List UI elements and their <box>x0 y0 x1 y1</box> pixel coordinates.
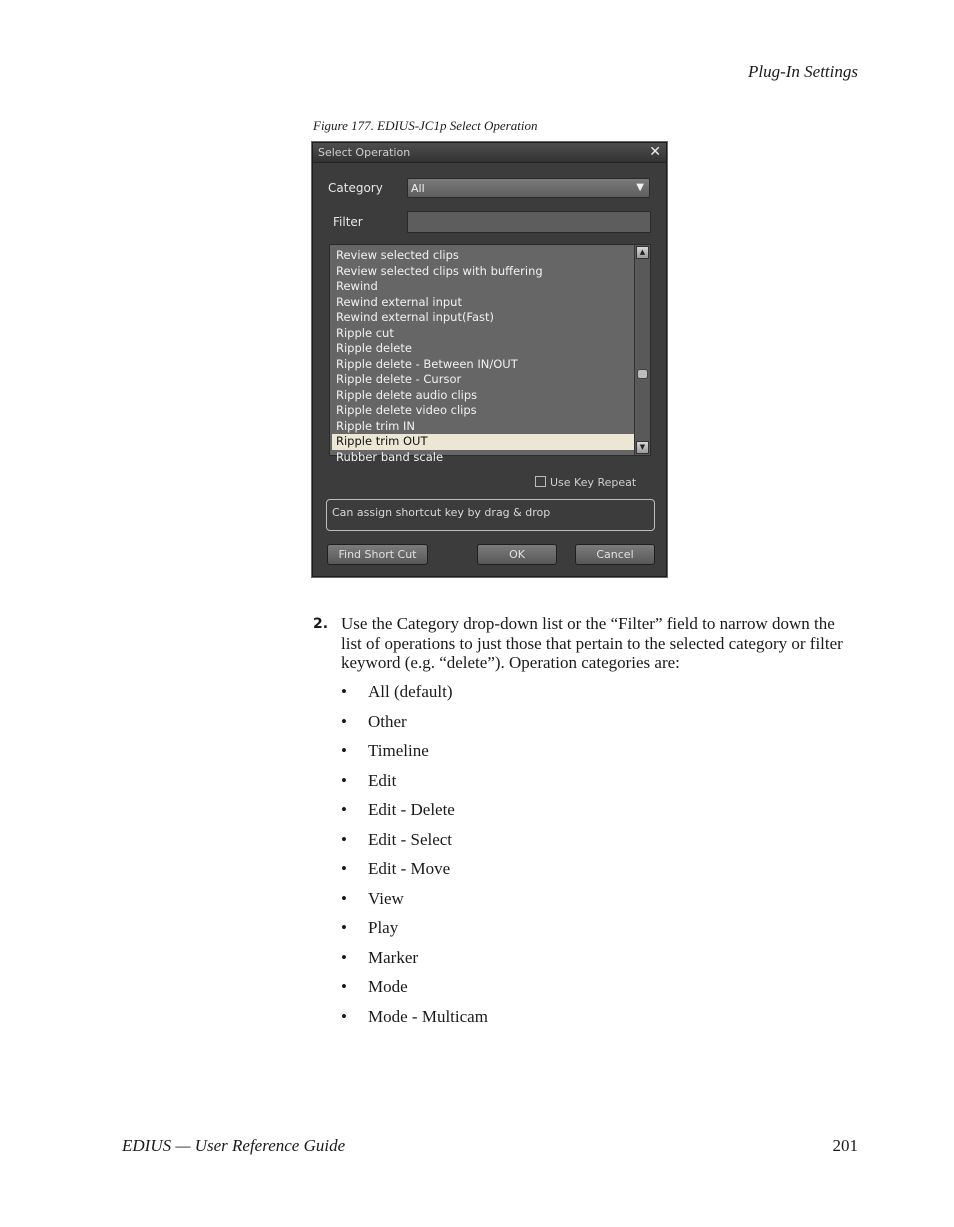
find-short-cut-button[interactable]: Find Short Cut <box>327 544 428 565</box>
bullet-icon: • <box>341 741 347 760</box>
category-name: Timeline <box>368 741 429 760</box>
page-number: 201 <box>832 1136 858 1155</box>
operation-item[interactable]: Review selected clips with buffering <box>336 263 543 278</box>
category-list-item <box>341 1006 488 1036</box>
category-name: All (default) <box>368 682 453 701</box>
use-key-repeat-label: Use Key Repeat <box>550 476 637 489</box>
bullet-icon: • <box>341 918 347 937</box>
operation-item[interactable]: Rubber band scale <box>336 449 444 464</box>
category-name: Edit - Move <box>368 859 451 878</box>
step-2 <box>313 614 858 673</box>
category-name: Edit - Select <box>368 829 453 849</box>
category-name: Other <box>368 711 407 731</box>
bullet-icon: • <box>341 682 347 701</box>
operation-item[interactable]: Ripple delete - Cursor <box>336 372 462 386</box>
dialog-title: Select Operation <box>318 146 411 159</box>
category-label: Category <box>328 181 383 195</box>
category-list-item <box>341 858 488 888</box>
category-list-item <box>341 917 488 947</box>
operation-item[interactable]: Rewind external input(Fast) <box>336 310 495 324</box>
operation-item[interactable]: Rewind external input <box>336 294 462 309</box>
bullet-icon: • <box>341 770 347 790</box>
operation-item[interactable]: Ripple delete - Between IN/OUT <box>336 356 518 371</box>
chevron-down-icon: ▼ <box>636 182 644 193</box>
category-list-item <box>341 740 488 770</box>
operation-item[interactable]: Ripple trim OUT <box>332 434 634 450</box>
bullet-icon: • <box>341 888 347 908</box>
operation-item[interactable]: Ripple delete video clips <box>336 403 477 417</box>
category-list-item <box>341 976 488 1006</box>
category-name: Mode <box>368 977 408 996</box>
operation-item[interactable]: Ripple trim IN <box>336 418 415 433</box>
bullet-icon: • <box>341 859 347 878</box>
category-name: Edit - Delete <box>368 800 455 819</box>
operation-list[interactable] <box>329 244 651 464</box>
category-name: Marker <box>368 947 419 967</box>
bullet-icon: • <box>341 977 347 996</box>
category-name: View <box>368 888 404 908</box>
category-select[interactable] <box>407 178 650 198</box>
category-list-item <box>341 711 488 741</box>
bullet-icon: • <box>341 711 347 731</box>
category-list <box>341 681 488 1035</box>
use-key-repeat-option[interactable] <box>535 476 636 489</box>
operation-item[interactable]: Ripple cut <box>336 325 394 340</box>
cancel-button[interactable]: Cancel <box>575 544 655 565</box>
filter-label: Filter <box>333 215 363 229</box>
operation-item[interactable]: Ripple delete <box>336 341 412 355</box>
select-operation-dialog <box>312 142 667 577</box>
figure-caption: Figure 177. EDIUS-JC1p Select Operation <box>313 118 538 133</box>
category-list-item <box>341 770 488 800</box>
hint-box: Can assign shortcut key by drag & drop <box>326 499 655 531</box>
operation-item[interactable]: Ripple delete audio clips <box>336 387 478 402</box>
close-icon[interactable]: ✕ <box>649 144 661 160</box>
bullet-icon: • <box>341 800 347 819</box>
bullet-icon: • <box>341 829 347 849</box>
operation-item[interactable]: Rewind <box>336 279 378 293</box>
category-name: Play <box>368 918 399 937</box>
scroll-down-icon[interactable]: ▼ <box>636 441 649 454</box>
bullet-icon: • <box>341 947 347 967</box>
operation-items <box>330 245 634 465</box>
bullet-icon: • <box>341 1006 347 1026</box>
category-list-item <box>341 947 488 977</box>
category-list-item <box>341 681 488 711</box>
running-header: Plug-In Settings <box>747 62 858 81</box>
scroll-up-icon[interactable]: ▲ <box>636 246 649 259</box>
filter-input[interactable] <box>407 211 651 233</box>
step-number: 2. <box>313 616 329 632</box>
footer-title: EDIUS — User Reference Guide <box>122 1136 346 1155</box>
dialog-titlebar <box>313 143 666 163</box>
operation-item[interactable]: Review selected clips <box>336 248 459 262</box>
ok-button[interactable]: OK <box>477 544 557 565</box>
category-selected-value: All <box>411 182 425 195</box>
category-name: Mode - Multicam <box>368 1006 488 1026</box>
category-list-item <box>341 888 488 918</box>
category-list-item <box>341 829 488 859</box>
category-list-item <box>341 799 488 829</box>
use-key-repeat-checkbox[interactable] <box>535 476 546 487</box>
step-text: Use the Category drop-down list or the “Filter” field to narrow down the list of operations to just those that pertain to the selected category or filter keyword (e.g. “delete”). Operation categories are: <box>341 614 843 672</box>
scrollbar-thumb[interactable] <box>637 369 648 379</box>
category-name: Edit <box>368 770 397 790</box>
operation-list-scrollbar[interactable] <box>634 245 650 455</box>
